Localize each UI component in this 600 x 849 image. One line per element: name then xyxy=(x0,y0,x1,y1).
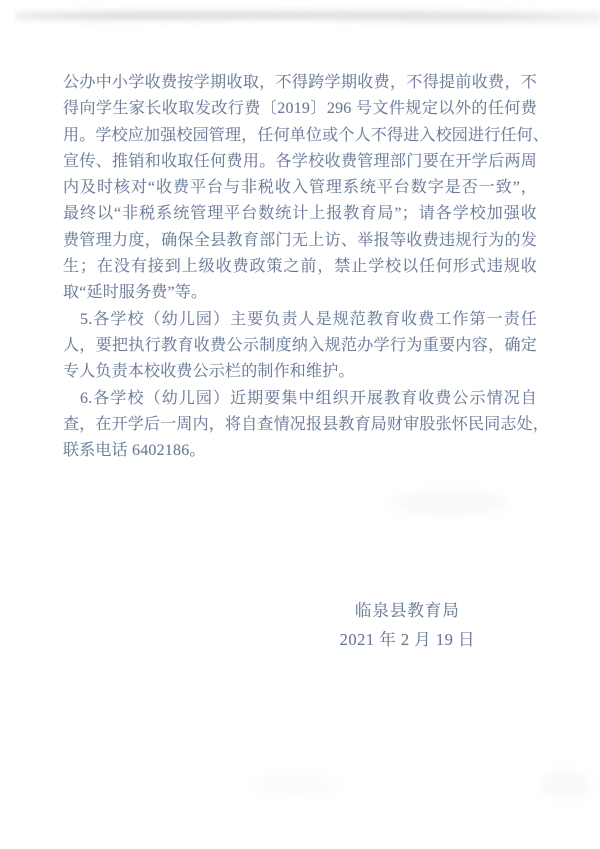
text-line: 联系电话 6402186。 xyxy=(63,442,206,460)
scan-noise xyxy=(250,775,340,795)
text-line: 查，在开学后一周内，将自查情况报县教育局财审股张怀民同志处， xyxy=(63,415,550,433)
text-line: 费管理力度，确保全县教育部门无上访、举报等收费违规行为的发 xyxy=(63,231,537,249)
text-line: 用。学校应加强校园管理，任何单位或个人不得进入校园进行任何、 xyxy=(63,126,550,144)
text-line: 宣传、推销和收取任何费用。各学校收费管理部门要在开学后两周 xyxy=(63,152,537,170)
text-line: 专人负责本校收费公示栏的制作和维护。 xyxy=(63,363,355,381)
text-line: 内及时核对“收费平台与非税收入管理系统平台数字是否一致”， xyxy=(63,179,537,197)
text-line: 人，要把执行教育收费公示制度纳入规范办学行为重要内容，确定 xyxy=(63,336,537,354)
scan-artifact-band xyxy=(16,6,600,26)
scan-noise xyxy=(390,490,510,516)
scan-noise xyxy=(540,770,590,800)
issuing-authority: 临泉县教育局 xyxy=(354,601,460,620)
text-line: 得向学生家长收取发改行费〔2019〕296 号文件规定以外的任何费 xyxy=(63,100,537,118)
text-line: 最终以“非税系统管理平台数统计上报教育局”；请各学校加强收 xyxy=(63,205,537,223)
text-line: 6.各学校（幼儿园）近期要集中组织开展教育收费公示情况自 xyxy=(80,389,537,407)
text-line: 取“延时服务费”等。 xyxy=(63,284,208,302)
text-line: 生；在没有接到上级收费政策之前，禁止学校以任何形式违规收 xyxy=(63,258,537,276)
issue-date: 2021 年 2 月 19 日 xyxy=(339,629,475,649)
text-line: 公办中小学收费按学期收取，不得跨学期收费，不得提前收费，不 xyxy=(63,74,537,91)
signature-block xyxy=(340,597,475,654)
text-line: 5.各学校（幼儿园）主要负责人是规范教育收费工作第一责任 xyxy=(80,310,537,328)
document-body xyxy=(63,70,550,464)
